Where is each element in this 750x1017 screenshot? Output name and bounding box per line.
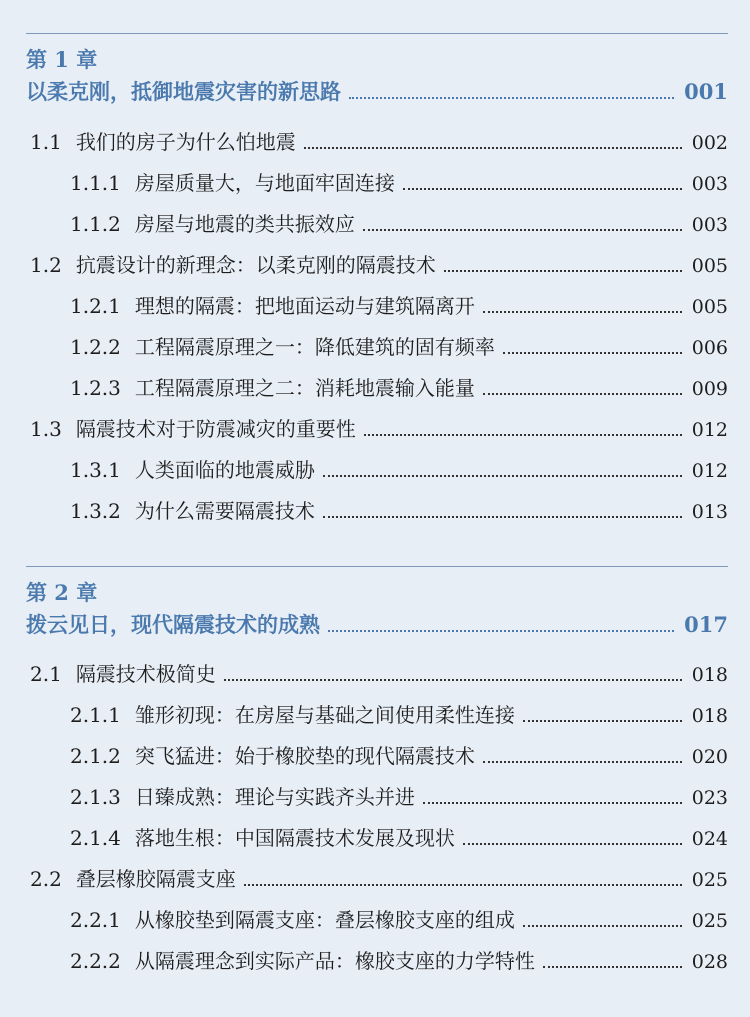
section-number: 1.2.1 xyxy=(70,294,121,318)
toc-entry[interactable] xyxy=(70,327,728,367)
chapter-title: 拨云见日，现代隔震技术的成熟 xyxy=(26,612,320,637)
section-title: 雏形初现：在房屋与基础之间使用柔性连接 xyxy=(134,703,515,727)
dot-leader xyxy=(423,802,682,804)
chapter-page: 001 xyxy=(684,79,728,104)
chapter-title-line xyxy=(26,75,728,109)
page-number: 009 xyxy=(691,378,728,400)
chapter-2-heading[interactable] xyxy=(26,578,728,642)
page-number: 020 xyxy=(691,746,728,768)
toc-entry[interactable] xyxy=(70,491,728,531)
page-number: 003 xyxy=(691,173,728,195)
section-number: 1.3 xyxy=(30,417,62,441)
section-number: 1.3.1 xyxy=(70,458,121,482)
toc-entry[interactable] xyxy=(30,122,728,162)
section-number: 2.2.2 xyxy=(70,949,121,973)
section-title: 从橡胶垫到隔震支座：叠层橡胶支座的组成 xyxy=(134,908,515,932)
toc-entry[interactable] xyxy=(70,450,728,490)
page-number: 005 xyxy=(691,255,728,277)
section-title: 突飞猛进：始于橡胶垫的现代隔震技术 xyxy=(134,744,475,768)
dot-leader xyxy=(403,188,682,190)
chapter-title-line xyxy=(26,608,728,642)
section-number: 2.1.3 xyxy=(70,785,121,809)
chapter-2-rule xyxy=(26,566,728,567)
toc-entry[interactable] xyxy=(30,409,728,449)
section-title: 工程隔震原理之二：消耗地震输入能量 xyxy=(134,376,475,400)
toc-entry[interactable] xyxy=(70,695,728,735)
toc-entry[interactable] xyxy=(70,368,728,408)
section-title: 隔震技术极简史 xyxy=(75,662,216,686)
dot-leader xyxy=(244,884,682,886)
page-number: 005 xyxy=(691,296,728,318)
page-number: 018 xyxy=(691,664,728,686)
section-number: 1.2.3 xyxy=(70,376,121,400)
toc-entry[interactable] xyxy=(70,736,728,776)
dot-leader xyxy=(328,630,674,632)
section-title: 房屋质量大，与地面牢固连接 xyxy=(134,171,395,195)
section-number: 1.1 xyxy=(30,130,62,154)
section-number: 2.1.4 xyxy=(70,826,121,850)
dot-leader xyxy=(483,393,682,395)
page-number: 012 xyxy=(691,460,728,482)
section-number: 2.2 xyxy=(30,867,62,891)
section-number: 1.1.2 xyxy=(70,212,121,236)
dot-leader xyxy=(323,516,682,518)
toc-entry[interactable] xyxy=(30,654,728,694)
section-number: 1.2.2 xyxy=(70,335,121,359)
toc-entry[interactable] xyxy=(70,941,728,981)
page-number: 028 xyxy=(691,951,728,973)
page-number: 025 xyxy=(691,910,728,932)
page-number: 002 xyxy=(691,132,728,154)
dot-leader xyxy=(364,434,682,436)
chapter-page: 017 xyxy=(684,612,728,637)
page-number: 024 xyxy=(691,828,728,850)
toc-entry[interactable] xyxy=(70,204,728,244)
page-number: 023 xyxy=(691,787,728,809)
dot-leader xyxy=(543,966,682,968)
dot-leader xyxy=(523,925,682,927)
section-title: 抗震设计的新理念：以柔克刚的隔震技术 xyxy=(75,253,436,277)
dot-leader xyxy=(523,720,682,722)
page-number: 003 xyxy=(691,214,728,236)
page-number: 013 xyxy=(691,501,728,523)
page-number: 018 xyxy=(691,705,728,727)
section-title: 房屋与地震的类共振效应 xyxy=(134,212,355,236)
section-number: 2.2.1 xyxy=(70,908,121,932)
page-number: 012 xyxy=(691,419,728,441)
chapter-1-heading[interactable] xyxy=(26,45,728,109)
section-title: 我们的房子为什么怕地震 xyxy=(75,130,296,154)
section-number: 2.1 xyxy=(30,662,62,686)
section-title: 日臻成熟：理论与实践齐头并进 xyxy=(134,785,415,809)
toc-entry[interactable] xyxy=(70,777,728,817)
dot-leader xyxy=(224,679,682,681)
dot-leader xyxy=(483,761,682,763)
toc-entry[interactable] xyxy=(30,245,728,285)
toc-entry[interactable] xyxy=(70,286,728,326)
section-title: 从隔震理念到实际产品：橡胶支座的力学特性 xyxy=(134,949,535,973)
toc-entry[interactable] xyxy=(70,900,728,940)
toc-entry[interactable] xyxy=(70,818,728,858)
dot-leader xyxy=(363,229,682,231)
section-title: 为什么需要隔震技术 xyxy=(134,499,315,523)
page-number: 025 xyxy=(691,869,728,891)
section-title: 叠层橡胶隔震支座 xyxy=(75,867,236,891)
chapter-title: 以柔克刚，抵御地震灾害的新思路 xyxy=(26,79,341,104)
chapter-1-rule xyxy=(26,33,728,34)
toc-entry[interactable] xyxy=(30,859,728,899)
section-number: 1.2 xyxy=(30,253,62,277)
toc-entry[interactable] xyxy=(70,163,728,203)
dot-leader xyxy=(304,147,682,149)
chapter-number: 第 1 章 xyxy=(26,47,98,72)
section-title: 工程隔震原理之一：降低建筑的固有频率 xyxy=(134,335,495,359)
section-number: 1.1.1 xyxy=(70,171,121,195)
dot-leader xyxy=(503,352,682,354)
section-number: 2.1.2 xyxy=(70,744,121,768)
page-number: 006 xyxy=(691,337,728,359)
dot-leader xyxy=(483,311,682,313)
section-title: 落地生根：中国隔震技术发展及现状 xyxy=(134,826,455,850)
chapter-number: 第 2 章 xyxy=(26,580,98,605)
section-title: 隔震技术对于防震减灾的重要性 xyxy=(75,417,356,441)
dot-leader xyxy=(463,843,682,845)
dot-leader xyxy=(349,97,674,99)
section-title: 理想的隔震：把地面运动与建筑隔离开 xyxy=(134,294,475,318)
dot-leader xyxy=(323,475,682,477)
section-number: 1.3.2 xyxy=(70,499,121,523)
section-number: 2.1.1 xyxy=(70,703,121,727)
section-title: 人类面临的地震威胁 xyxy=(134,458,315,482)
dot-leader xyxy=(444,270,682,272)
